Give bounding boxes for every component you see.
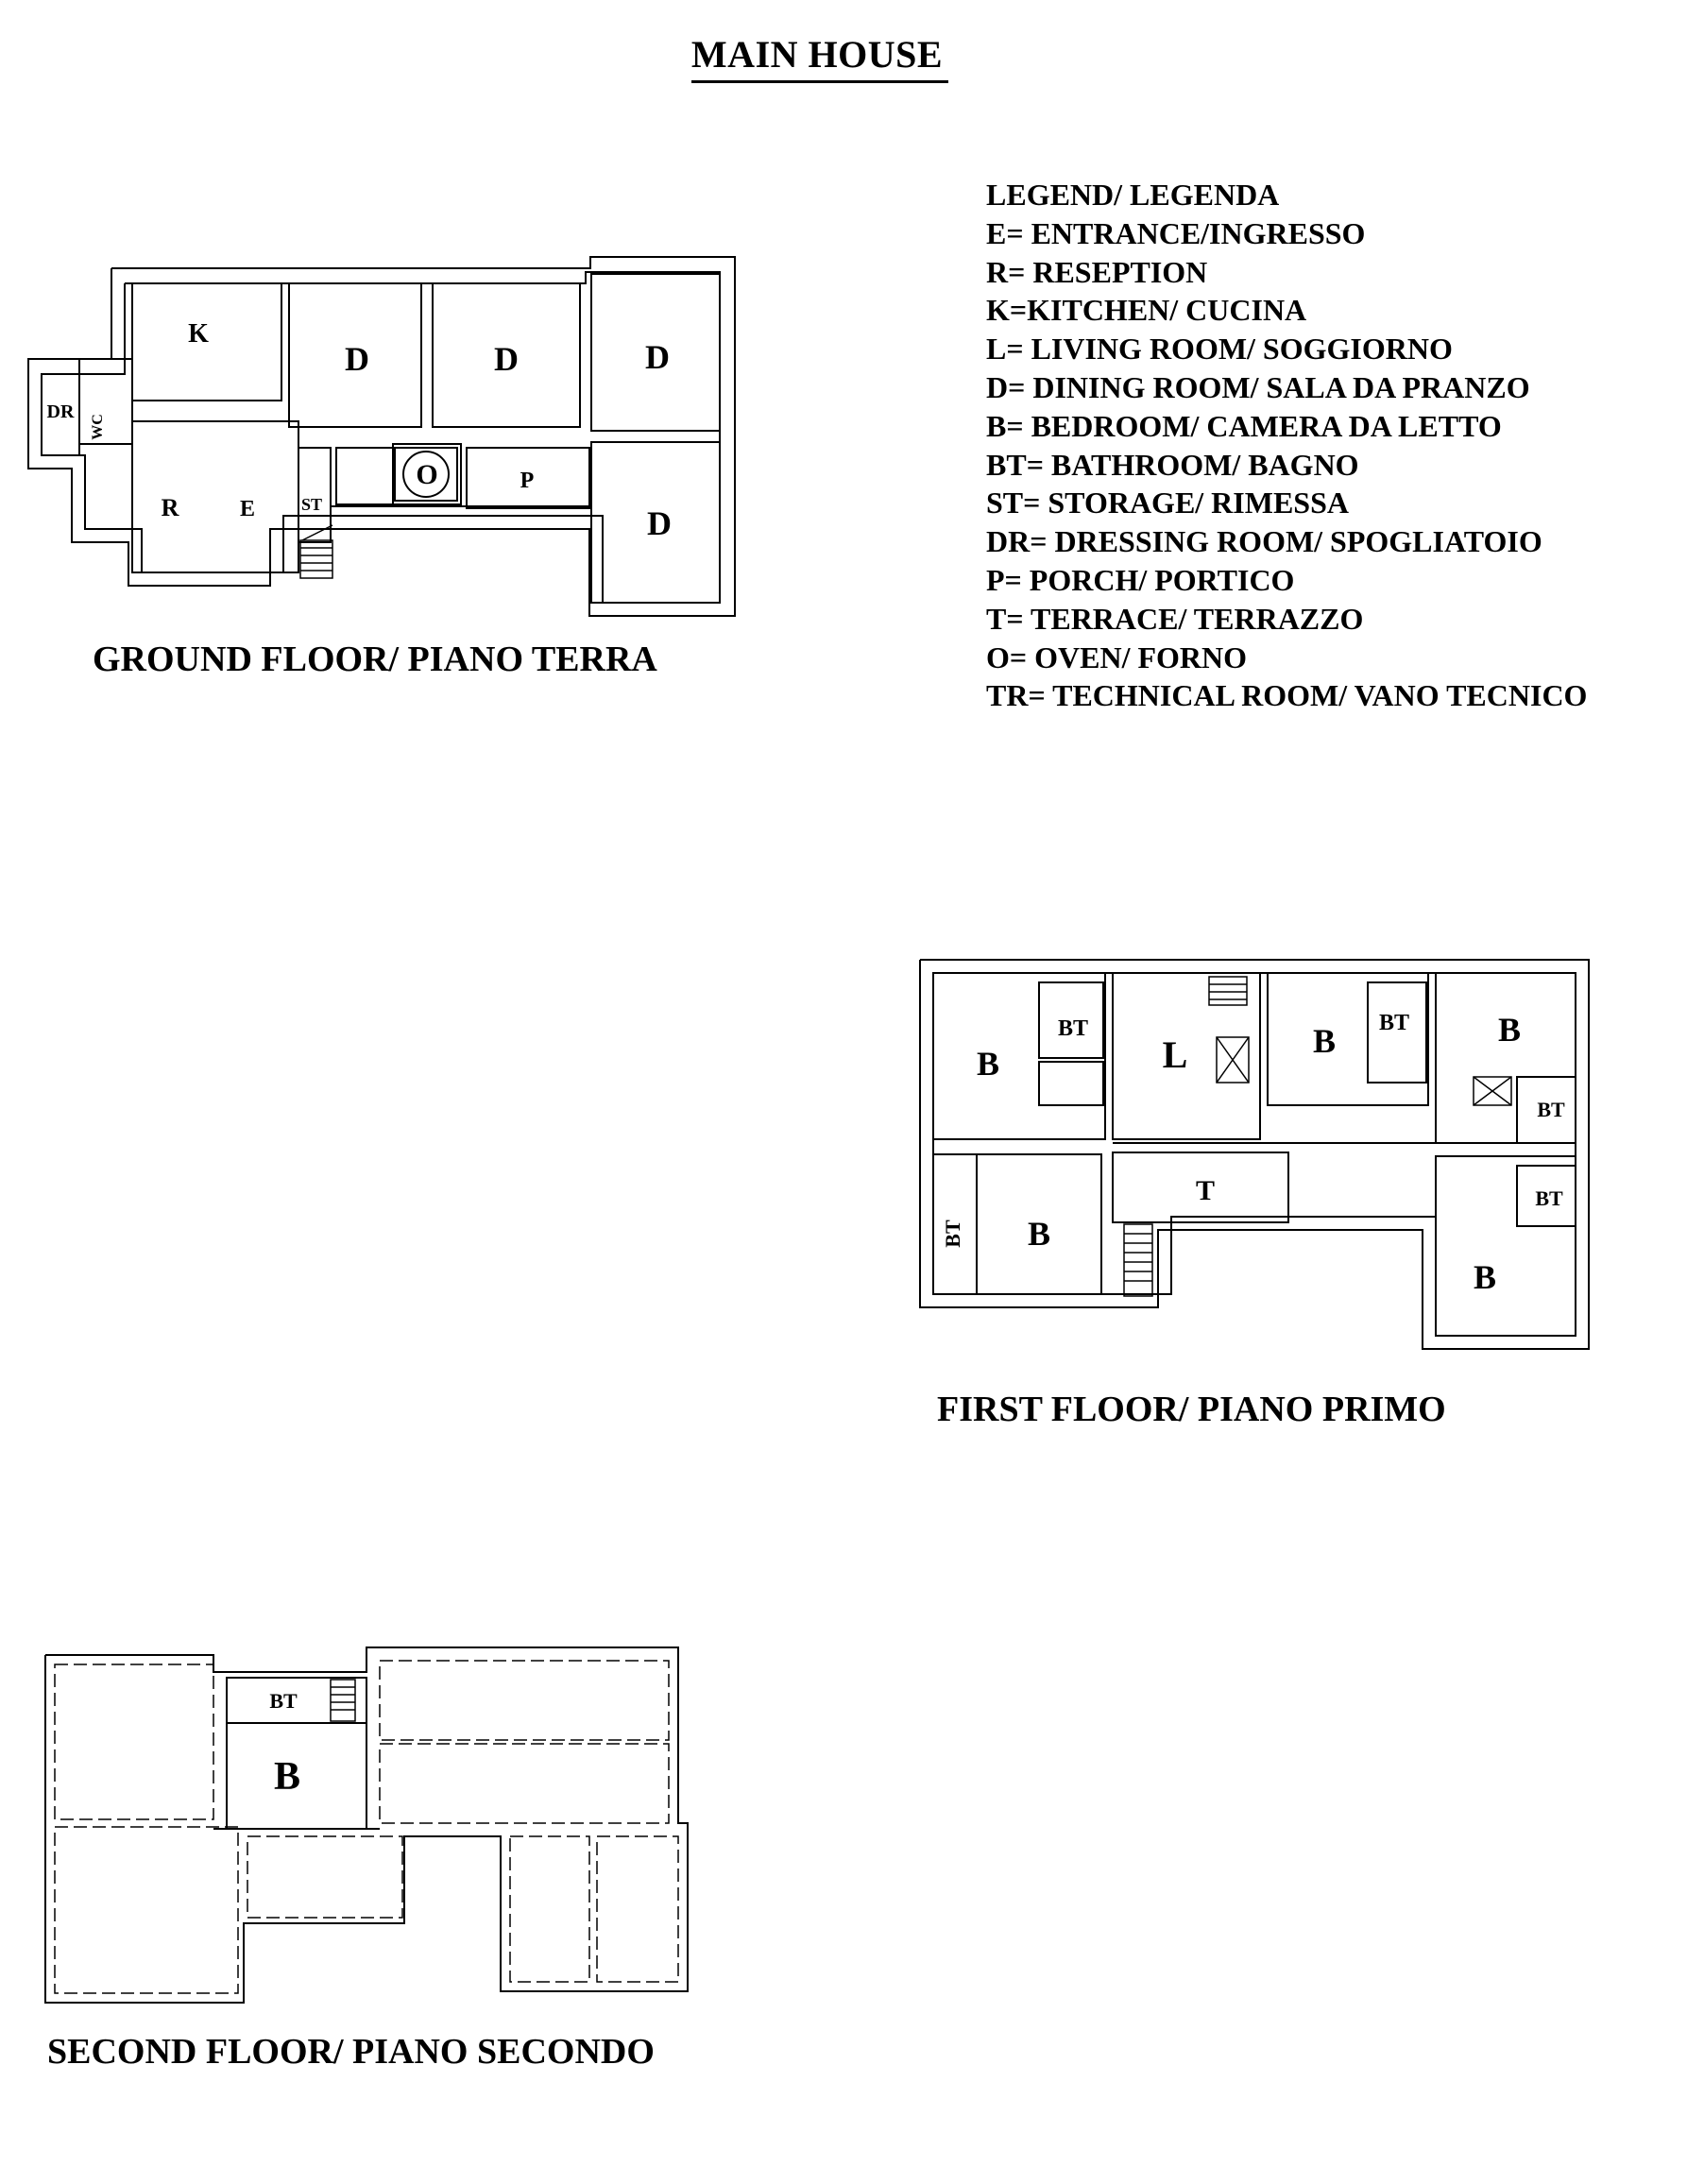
room-label-kitchen: K (188, 319, 209, 349)
room-label-bathroom-4: BT (941, 1220, 964, 1248)
room-label-bedroom: B (273, 1755, 301, 1799)
legend-item: D= DINING ROOM/ SALA DA PRANZO (986, 369, 1530, 404)
legend-item: K=KITCHEN/ CUCINA (986, 293, 1307, 328)
legend-heading: LEGEND/ LEGENDA (986, 178, 1280, 212)
room-label-dining-2: D (494, 340, 519, 378)
room-label-bedroom-3: B (1497, 1011, 1522, 1049)
second-floor-labels (269, 1689, 300, 1799)
room-label-bathroom: BT (269, 1689, 298, 1713)
second-floor-plan (45, 1647, 688, 2003)
legend-item: ST= STORAGE/ RIMESSA (986, 486, 1349, 520)
room-label-bedroom-1: B (976, 1045, 1000, 1083)
room-label-bathroom-1: BT (1057, 1016, 1089, 1041)
legend-item: BT= BATHROOM/ BAGNO (986, 447, 1359, 482)
legend-item: O= OVEN/ FORNO (986, 640, 1248, 674)
room-label-wc: WC (90, 414, 106, 440)
ground-floor-stairs (300, 525, 332, 578)
room-label-oven: O (416, 459, 438, 490)
second-floor-caption: SECOND FLOOR/ PIANO SECONDO (47, 2032, 655, 2072)
room-label-reception: R (161, 494, 179, 521)
room-label-dining-3: D (645, 338, 670, 376)
room-label-bedroom-5: B (1473, 1258, 1497, 1296)
legend-item: B= BEDROOM/ CAMERA DA LETTO (986, 408, 1502, 443)
legend-item: T= TERRACE/ TERRAZZO (986, 601, 1364, 636)
room-label-bedroom-2: B (1312, 1022, 1337, 1060)
legend-item: DR= DRESSING ROOM/ SPOGLIATOIO (986, 524, 1542, 559)
room-label-bathroom-2: BT (1378, 1011, 1410, 1035)
room-label-entrance: E (239, 497, 256, 521)
room-label-dressing-room: DR (46, 401, 75, 422)
legend-item: P= PORCH/ PORTICO (986, 562, 1295, 597)
legend-item: L= LIVING ROOM/ SOGGIORNO (986, 332, 1453, 367)
second-floor-stairs (331, 1680, 355, 1721)
room-label-living-room: L (1162, 1033, 1188, 1076)
room-label-bathroom-5: BT (1535, 1186, 1563, 1210)
room-label-bedroom-4: B (1027, 1215, 1051, 1253)
ground-floor-plan (28, 257, 735, 616)
ground-floor-outer-walls (28, 257, 735, 616)
first-floor-caption: FIRST FLOOR/ PIANO PRIMO (937, 1390, 1446, 1429)
room-label-dining-1: D (345, 340, 369, 378)
legend-item: TR= TECHNICAL ROOM/ VANO TECNICO (986, 678, 1588, 713)
room-label-bathroom-3: BT (1537, 1098, 1565, 1121)
room-label-dining-4: D (647, 504, 672, 542)
page-title-text: MAIN HOUSE (691, 32, 948, 83)
legend-item: E= ENTRANCE/INGRESSO (986, 215, 1366, 250)
ground-floor-interior-walls (42, 274, 720, 603)
legend-item: R= RESEPTION (986, 254, 1208, 289)
room-label-porch: P (520, 469, 535, 493)
room-label-terrace: T (1195, 1175, 1216, 1206)
ground-floor-caption: GROUND FLOOR/ PIANO TERRA (93, 640, 657, 679)
room-label-storage: ST (300, 495, 323, 514)
